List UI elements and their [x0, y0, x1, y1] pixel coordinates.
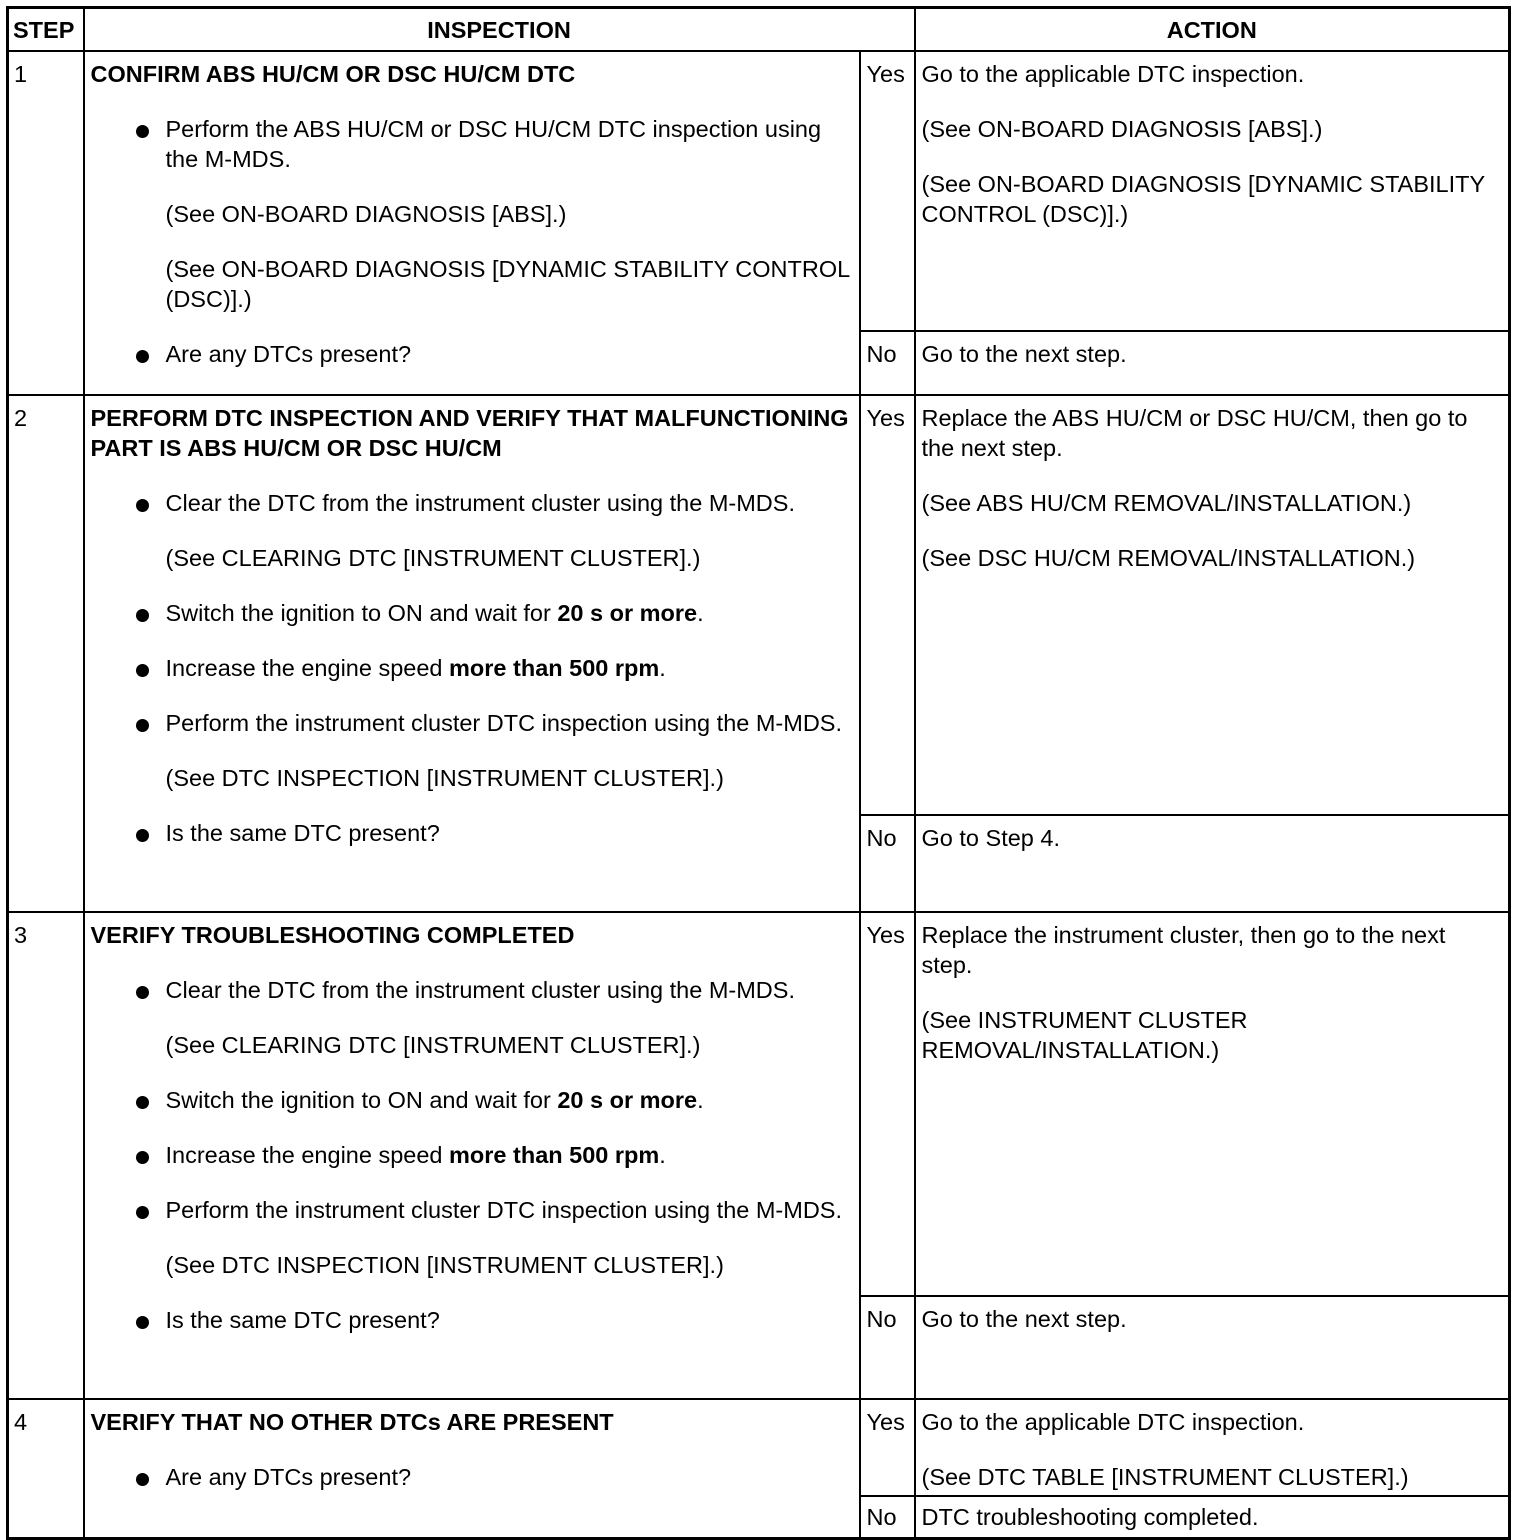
bullet-icon	[136, 1151, 149, 1164]
step-3-row-yes	[8, 912, 1510, 1296]
reference-text: (See ON-BOARD DIAGNOSIS [ABS].)	[165, 201, 567, 227]
no-label: No	[860, 1496, 915, 1538]
reference-text: (See DTC INSPECTION [INSTRUMENT CLUSTER].)	[165, 1252, 724, 1278]
yes-label: Yes	[860, 51, 915, 331]
bullet-icon	[136, 986, 149, 999]
bullet-icon	[136, 1473, 149, 1486]
bullet-icon	[136, 609, 149, 622]
step-1-no-action: Go to the next step.	[915, 331, 1510, 395]
no-label: No	[860, 1296, 915, 1399]
bullet-icon	[136, 829, 149, 842]
bullet-icon	[136, 1206, 149, 1219]
reference-text: (See CLEARING DTC [INSTRUMENT CLUSTER].)	[165, 1032, 701, 1058]
bullet-icon	[136, 1316, 149, 1329]
bullet-item: Is the same DTC present?	[91, 1305, 851, 1335]
step-1-inspection	[84, 51, 860, 395]
bullet-item: Perform the ABS HU/CM or DSC HU/CM DTC inspection using the M-MDS.	[91, 114, 851, 174]
reference-text: (See ON-BOARD DIAGNOSIS [DYNAMIC STABILITY CONTROL (DSC)].)	[165, 256, 850, 312]
bullet-item: Are any DTCs present?	[91, 1462, 851, 1492]
step-3-no-action: Go to the next step.	[915, 1296, 1510, 1399]
header-row	[8, 8, 1510, 52]
bullet-icon	[136, 350, 149, 363]
bullet-item: Are any DTCs present?	[91, 339, 851, 369]
step-1-row-yes	[8, 51, 1510, 331]
header-step: STEP	[8, 8, 84, 52]
bullet-icon	[136, 1096, 149, 1109]
inspection-title: VERIFY THAT NO OTHER DTCs ARE PRESENT	[90, 1409, 614, 1435]
diagnostic-table	[6, 6, 1511, 1540]
step-2-inspection	[84, 395, 860, 912]
step-4-inspection	[84, 1399, 860, 1538]
header-action: ACTION	[915, 8, 1510, 52]
step-4-yes-action: Go to the applicable DTC inspection. (See DTC TABLE [INSTRUMENT CLUSTER].)	[915, 1399, 1510, 1496]
bullet-item: Is the same DTC present?	[91, 818, 851, 848]
inspection-title: VERIFY TROUBLESHOOTING COMPLETED	[90, 922, 575, 948]
yes-label: Yes	[860, 912, 915, 1296]
step-number: 1	[8, 51, 84, 395]
bullet-icon	[136, 664, 149, 677]
step-number: 3	[8, 912, 84, 1399]
reference-text: (See DTC INSPECTION [INSTRUMENT CLUSTER].)	[165, 765, 724, 791]
bullet-item: Perform the instrument cluster DTC inspection using the M-MDS.	[91, 1195, 851, 1225]
inspection-title: PERFORM DTC INSPECTION AND VERIFY THAT MALFUNCTIONING PART IS ABS HU/CM OR DSC HU/CM	[90, 405, 849, 461]
step-2-no-action: Go to Step 4.	[915, 815, 1510, 912]
bullet-item: Switch the ignition to ON and wait for 20 s or more.	[91, 1085, 851, 1115]
step-4-row-yes	[8, 1399, 1510, 1496]
bullet-icon	[136, 499, 149, 512]
header-inspection: INSPECTION	[84, 8, 915, 52]
step-1-yes-action: Go to the applicable DTC inspection. (See ON-BOARD DIAGNOSIS [ABS].) (See ON-BOARD DIAGNOSIS [DYNAMIC STABILITY CONTROL (DSC)].)	[915, 51, 1510, 331]
yes-label: Yes	[860, 395, 915, 815]
step-4-no-action: DTC troubleshooting completed.	[915, 1496, 1510, 1538]
step-number: 4	[8, 1399, 84, 1538]
bullet-item: Perform the instrument cluster DTC inspection using the M-MDS.	[91, 708, 851, 738]
no-label: No	[860, 815, 915, 912]
yes-label: Yes	[860, 1399, 915, 1496]
bullet-icon	[136, 125, 149, 138]
bullet-icon	[136, 719, 149, 732]
bullet-item: Increase the engine speed more than 500 rpm.	[91, 653, 851, 683]
bullet-item: Clear the DTC from the instrument cluster using the M-MDS.	[91, 488, 851, 518]
step-2-yes-action: Replace the ABS HU/CM or DSC HU/CM, then go to the next step. (See ABS HU/CM REMOVAL/INSTALLATION.) (See DSC HU/CM REMOVAL/INSTALLATION.)	[915, 395, 1510, 815]
step-3-inspection	[84, 912, 860, 1399]
bullet-item: Switch the ignition to ON and wait for 20 s or more.	[91, 598, 851, 628]
step-3-yes-action: Replace the instrument cluster, then go to the next step. (See INSTRUMENT CLUSTER REMOVAL/INSTALLATION.)	[915, 912, 1510, 1296]
inspection-title: CONFIRM ABS HU/CM OR DSC HU/CM DTC	[90, 61, 576, 87]
reference-text: (See CLEARING DTC [INSTRUMENT CLUSTER].)	[165, 545, 701, 571]
bullet-item: Clear the DTC from the instrument cluster using the M-MDS.	[91, 975, 851, 1005]
bullet-item: Increase the engine speed more than 500 rpm.	[91, 1140, 851, 1170]
no-label: No	[860, 331, 915, 395]
step-2-row-yes	[8, 395, 1510, 815]
step-number: 2	[8, 395, 84, 912]
